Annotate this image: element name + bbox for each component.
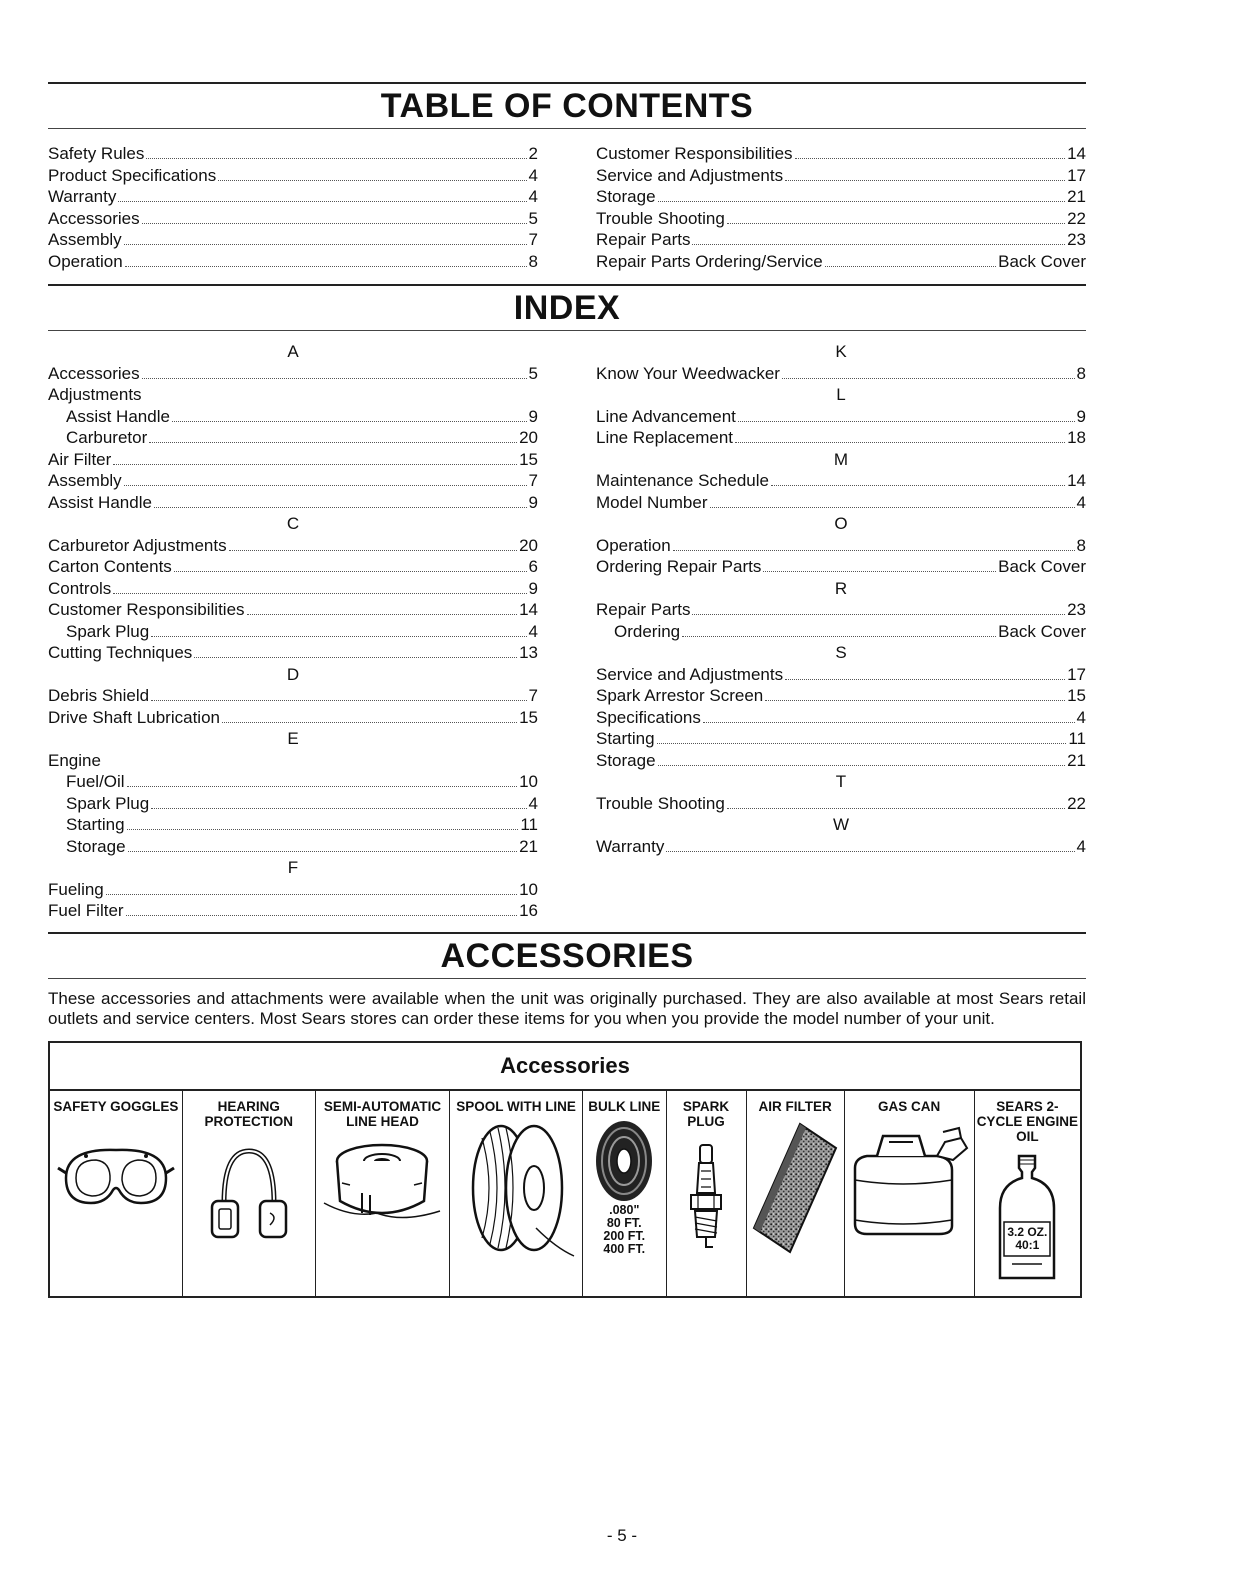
index-entry (596, 363, 1086, 385)
accessory-name: SEARS 2-CYCLE ENGINE OIL (976, 1098, 1078, 1144)
entry-label: Customer Responsibilities (596, 144, 793, 163)
line-head-icon (322, 1133, 442, 1238)
dot-leader (128, 851, 518, 852)
index-entry (596, 728, 1086, 750)
entry-label: Assist Handle (66, 406, 170, 426)
accessories-title: ACCESSORIES (440, 936, 694, 975)
dot-leader (658, 765, 1066, 766)
entry-page: 9 (1076, 406, 1086, 426)
dot-leader (247, 614, 518, 615)
dot-leader (222, 722, 517, 723)
entry-label: Spark Arrestor Screen (596, 686, 764, 705)
entry-page: 6 (528, 557, 538, 576)
bulk-line-size: .080" (609, 1202, 640, 1217)
index-entry (596, 707, 1086, 729)
entry-label: Model Number (596, 492, 708, 512)
dot-leader (118, 201, 526, 202)
entry-label: Operation (48, 251, 123, 271)
index-entry (48, 229, 538, 251)
air-filter-icon (750, 1118, 840, 1258)
entry-label: Warranty (48, 187, 117, 206)
accessory-name: BULK LINE (588, 1098, 661, 1114)
entry-page: 4 (528, 187, 538, 206)
entry-label: Specifications (596, 707, 701, 727)
entry-label: Fuel Filter (48, 901, 124, 920)
gas-can-icon (847, 1118, 972, 1238)
entry-label: Service and Adjustments (596, 664, 784, 684)
dot-leader (657, 743, 1067, 744)
accessory-name: GAS CAN (878, 1098, 941, 1114)
entry-page: 7 (528, 686, 538, 705)
entry-label: Repair Parts (596, 230, 691, 249)
entry-page: 21 (1067, 187, 1086, 206)
dot-leader (825, 266, 996, 267)
index-entry (596, 793, 1086, 815)
entry-page: 22 (1067, 793, 1086, 813)
dot-leader (113, 464, 517, 465)
index-entry (48, 900, 538, 922)
accessory-name: SEMI-AUTOMATIC LINE HEAD (323, 1098, 442, 1129)
index-entry (48, 879, 538, 901)
entry-page: 8 (1076, 363, 1086, 383)
index-entry (596, 556, 1086, 578)
oil-bottle-icon (992, 1148, 1062, 1288)
index-entry (596, 251, 1086, 273)
index-entry (48, 535, 538, 557)
index-entry (48, 449, 538, 471)
entry-page: 4 (528, 793, 538, 813)
index-letter-heading: R (834, 578, 848, 598)
index-entry (48, 165, 538, 187)
accessories-table-caption: Accessories (49, 1042, 1081, 1090)
bulk-line-icon (591, 1118, 657, 1204)
entry-label: Product Specifications (48, 165, 217, 185)
entry-label: Repair Parts Ordering/Service (596, 251, 823, 271)
index-title: INDEX (513, 289, 621, 327)
entry-page: 22 (1067, 208, 1086, 228)
entry-page: 17 (1067, 165, 1086, 185)
accessory-cell (582, 1090, 666, 1297)
entry-label: Line Advancement (596, 406, 736, 426)
entry-page: 16 (519, 901, 538, 920)
index-entry (48, 793, 538, 815)
entry-page: 4 (1076, 707, 1086, 727)
entry-page: 9 (528, 406, 538, 426)
entry-label: Starting (596, 729, 655, 748)
index-entry (48, 836, 538, 858)
entry-label: Know Your Weedwacker (596, 363, 780, 383)
index-entry (596, 208, 1086, 230)
index-letter-heading: O (834, 514, 848, 533)
entry-page: Back Cover (998, 251, 1086, 271)
dot-leader (151, 636, 526, 637)
accessory-name: SPARK PLUG (682, 1098, 730, 1129)
dot-leader (692, 614, 1065, 615)
entry-label: Fueling (48, 879, 104, 899)
index-letter-heading: K (835, 342, 847, 361)
entry-label: Operation (596, 535, 671, 555)
entry-page: 5 (528, 208, 538, 228)
entry-label: Storage (66, 836, 126, 856)
entry-page: 13 (519, 643, 538, 662)
entry-label: Cutting Techniques (48, 643, 193, 662)
toc-left-column (48, 143, 538, 272)
entry-page: 14 (1067, 471, 1086, 490)
index-letter-heading: W (832, 815, 850, 834)
toc-title: TABLE OF CONTENTS (380, 87, 754, 125)
index-entry (596, 664, 1086, 686)
entry-label: Trouble Shooting (596, 208, 725, 228)
index-letter-heading: D (286, 664, 300, 684)
entry-label: Line Replacement (596, 428, 734, 447)
entry-label: Engine (48, 750, 101, 770)
entry-label: Customer Responsibilities (48, 600, 245, 619)
entry-label: Ordering Repair Parts (596, 557, 762, 576)
index-letter-heading: A (287, 342, 299, 361)
dot-leader (146, 158, 526, 159)
toc-right-column (596, 143, 1086, 272)
dot-leader (151, 808, 526, 809)
index-right-column (596, 341, 1086, 922)
index-entry (48, 621, 538, 643)
index-letter-heading: E (287, 729, 299, 748)
index-letter-heading: L (836, 385, 846, 404)
accessory-cell (450, 1090, 583, 1297)
entry-label: Debris Shield (48, 686, 150, 705)
index-entry (48, 685, 538, 707)
entry-label: Carburetor (66, 428, 148, 447)
dot-leader (151, 700, 526, 701)
entry-label: Carburetor Adjustments (48, 535, 227, 555)
dot-leader (142, 223, 527, 224)
page-number: - 5 - (606, 1526, 638, 1545)
entry-page: 11 (520, 815, 538, 834)
index-entry (596, 143, 1086, 165)
index-columns (48, 341, 1086, 922)
entry-label: Air Filter (48, 449, 112, 469)
index-entry (48, 599, 538, 621)
dot-leader (666, 851, 1074, 852)
entry-label: Storage (596, 187, 656, 206)
dot-leader (126, 915, 518, 916)
dot-leader (765, 700, 1065, 701)
dot-leader (738, 421, 1075, 422)
index-entry (48, 143, 538, 165)
entry-page: 8 (528, 251, 538, 271)
entry-page: 20 (519, 428, 538, 447)
entry-page: 7 (528, 471, 538, 490)
dot-leader (735, 442, 1065, 443)
entry-label: Assembly (48, 471, 122, 490)
manual-page (48, 82, 1086, 1298)
dot-leader (785, 679, 1065, 680)
index-entry (48, 208, 538, 230)
index-entry (48, 707, 538, 729)
dot-leader (124, 244, 527, 245)
entry-page: 5 (528, 363, 538, 383)
index-entry (48, 186, 538, 208)
index-entry (48, 814, 538, 836)
dot-leader (682, 636, 996, 637)
dot-leader (763, 571, 996, 572)
index-entry (48, 492, 538, 514)
entry-page: 21 (519, 836, 538, 856)
entry-label: Maintenance Schedule (596, 471, 769, 490)
entry-label: Assist Handle (48, 492, 152, 512)
entry-page: 15 (519, 449, 538, 469)
dot-leader (692, 244, 1065, 245)
entry-label: Assembly (48, 230, 122, 249)
index-entry (596, 406, 1086, 428)
entry-label: Spark Plug (66, 793, 150, 813)
accessories-top-rule (48, 932, 1086, 934)
entry-page: 14 (519, 600, 538, 619)
index-letter-heading: T (835, 772, 847, 791)
index-entry (48, 556, 538, 578)
index-entry (596, 186, 1086, 208)
index-entry (48, 251, 538, 273)
goggles-icon (56, 1118, 176, 1228)
index-entry (596, 470, 1086, 492)
index-letter-heading: S (835, 643, 847, 662)
entry-label: Storage (596, 750, 656, 770)
entry-page: 20 (519, 535, 538, 555)
entry-page: Back Cover (998, 557, 1086, 576)
entry-page: 17 (1067, 664, 1086, 684)
index-entry (596, 229, 1086, 251)
entry-page: 15 (519, 707, 538, 727)
accessory-cell (974, 1090, 1081, 1297)
entry-page: 15 (1067, 686, 1086, 705)
index-entry (48, 384, 538, 406)
oil-label-volume: 3.2 OZ. (1007, 1224, 1048, 1239)
entry-page: 4 (1076, 836, 1086, 856)
dot-leader (218, 180, 526, 181)
dot-leader (125, 266, 527, 267)
accessory-cell (315, 1090, 449, 1297)
dot-leader (795, 158, 1066, 159)
index-entry (596, 427, 1086, 449)
spool-icon (456, 1118, 576, 1258)
accessory-cell (182, 1090, 315, 1297)
index-entry (48, 470, 538, 492)
index-entry (596, 535, 1086, 557)
entry-label: Repair Parts (596, 600, 691, 619)
entry-label: Accessories (48, 208, 140, 228)
accessory-name: AIR FILTER (758, 1098, 832, 1114)
entry-page: 4 (528, 621, 538, 641)
entry-label: Adjustments (48, 385, 142, 404)
entry-page: 2 (528, 144, 538, 163)
index-letter-heading: M (833, 449, 849, 469)
dot-leader (106, 894, 517, 895)
index-entry (48, 750, 538, 772)
index-entry (48, 406, 538, 428)
entry-label: Safety Rules (48, 144, 145, 163)
entry-label: Fuel/Oil (66, 772, 125, 791)
dot-leader (727, 808, 1065, 809)
bulk-line-size: 400 FT. (603, 1241, 646, 1256)
oil-label-ratio: 40:1 (1015, 1237, 1040, 1252)
entry-label: Trouble Shooting (596, 793, 725, 813)
dot-leader (727, 223, 1065, 224)
entry-page: 23 (1067, 230, 1086, 249)
index-entry (48, 427, 538, 449)
dot-leader (229, 550, 517, 551)
entry-page: 10 (519, 879, 538, 899)
index-top-rule (48, 284, 1086, 286)
dot-leader (194, 657, 517, 658)
dot-leader (658, 201, 1066, 202)
index-entry (48, 363, 538, 385)
dot-leader (149, 442, 517, 443)
entry-page: 8 (1076, 535, 1086, 555)
dot-leader (782, 378, 1075, 379)
toc-top-rule (48, 82, 1086, 84)
index-entry (596, 750, 1086, 772)
dot-leader (710, 507, 1075, 508)
dot-leader (174, 571, 527, 572)
index-entry (48, 771, 538, 793)
dot-leader (127, 829, 519, 830)
spark-plug-icon (681, 1133, 731, 1263)
entry-label: Drive Shaft Lubrication (48, 707, 220, 727)
entry-label: Accessories (48, 363, 140, 383)
entry-label: Carton Contents (48, 557, 172, 576)
entry-page: 21 (1067, 750, 1086, 770)
accessory-name: SPOOL WITH LINE (456, 1098, 576, 1114)
bulk-line-size: 200 FT. (603, 1228, 646, 1243)
accessory-cell (49, 1090, 182, 1297)
entry-page: 4 (1076, 492, 1086, 512)
dot-leader (703, 722, 1075, 723)
accessories-intro: These accessories and attachments were available when the unit was originally purchased. They are also available at most Sears retail outlets and service centers. Most Sears stores can order these items for you when you provide the model number of your unit. (48, 988, 1086, 1028)
entry-page: Back Cover (998, 621, 1086, 641)
entry-label: Spark Plug (66, 621, 150, 641)
dot-leader (127, 786, 518, 787)
accessory-cell (666, 1090, 746, 1297)
index-left-column (48, 341, 538, 922)
accessory-name: HEARING PROTECTION (204, 1098, 294, 1129)
entry-page: 23 (1067, 600, 1086, 619)
dot-leader (142, 378, 527, 379)
accessory-cell (844, 1090, 974, 1297)
dot-leader (172, 421, 527, 422)
entry-page: 10 (519, 772, 538, 791)
accessory-cell (746, 1090, 844, 1297)
index-letter-heading: F (287, 858, 299, 877)
index-entry (48, 578, 538, 600)
entry-page: 9 (528, 578, 538, 598)
index-entry (596, 621, 1086, 643)
bulk-line-size: 80 FT. (606, 1215, 642, 1230)
index-entry (596, 492, 1086, 514)
entry-label: Controls (48, 578, 112, 598)
index-entry (596, 165, 1086, 187)
dot-leader (673, 550, 1075, 551)
dot-leader (771, 485, 1065, 486)
entry-page: 4 (528, 165, 538, 185)
entry-page: 9 (528, 492, 538, 512)
toc-columns (48, 143, 1086, 272)
entry-label: Starting (66, 815, 125, 834)
accessories-table (48, 1041, 1082, 1298)
index-entry (48, 642, 538, 664)
entry-page: 11 (1068, 729, 1086, 748)
entry-page: 18 (1067, 428, 1086, 447)
entry-page: 14 (1067, 144, 1086, 163)
accessory-name: SAFETY GOGGLES (53, 1098, 179, 1114)
dot-leader (785, 180, 1065, 181)
index-letter-heading: C (286, 514, 300, 533)
dot-leader (124, 485, 527, 486)
entry-label: Service and Adjustments (596, 165, 784, 185)
index-entry (596, 599, 1086, 621)
entry-label: Warranty (596, 836, 665, 856)
dot-leader (113, 593, 526, 594)
entry-page: 7 (528, 230, 538, 249)
entry-label: Ordering (614, 621, 681, 641)
ear-muffs-icon (194, 1133, 304, 1253)
dot-leader (154, 507, 527, 508)
index-entry (596, 836, 1086, 858)
index-entry (596, 685, 1086, 707)
